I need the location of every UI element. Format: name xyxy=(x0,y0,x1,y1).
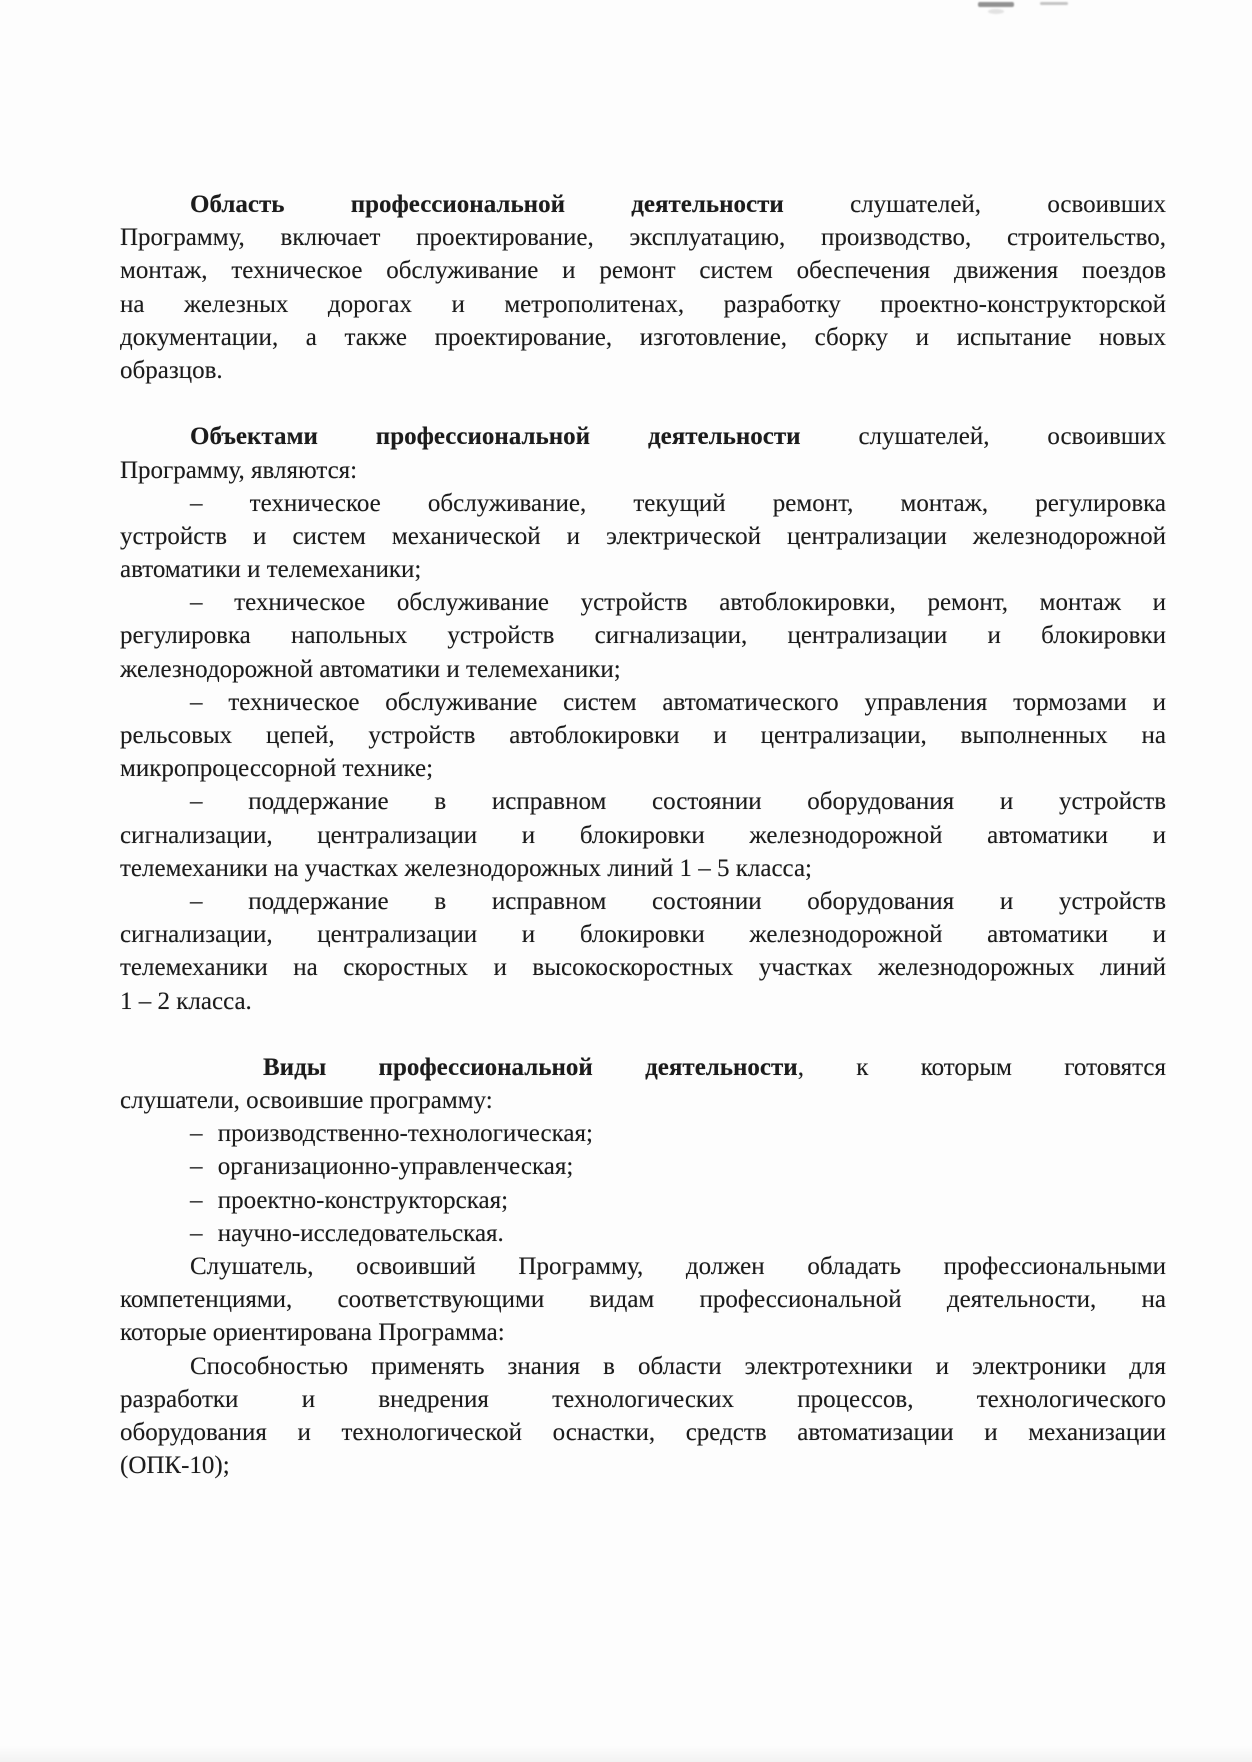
text-line xyxy=(120,1084,1166,1117)
bullet-2 xyxy=(120,586,1166,686)
text: – проектно-конструкторская; xyxy=(190,1186,509,1214)
text-line xyxy=(120,819,1166,852)
paragraph-vidy xyxy=(120,1051,1166,1117)
text: , к которым готовятся xyxy=(797,1053,1166,1081)
text-line xyxy=(120,487,1166,520)
bold-text: Виды профессиональной деятельности xyxy=(263,1053,798,1081)
text: – техническое обслуживание систем автоматического управления тормозами и xyxy=(190,688,1166,716)
text: которые ориентирована Программа: xyxy=(120,1319,505,1347)
text-line xyxy=(120,288,1166,321)
bullet-3 xyxy=(120,686,1166,786)
text-line xyxy=(120,1250,1166,1283)
text-line xyxy=(120,918,1166,951)
text-line xyxy=(120,1350,1166,1383)
text: оборудования и технологической оснастки, средств автоматизации и механизации xyxy=(120,1418,1166,1446)
text-line xyxy=(120,1449,1166,1482)
paragraph-sposobnost xyxy=(120,1350,1166,1483)
text-line xyxy=(120,686,1166,719)
text-line xyxy=(120,354,1166,387)
text-line xyxy=(120,951,1166,984)
text: (ОПК-10); xyxy=(120,1452,230,1480)
text-line xyxy=(120,520,1166,553)
text-line xyxy=(120,221,1166,254)
text: регулировка напольных устройств сигнализации, централизации и блокировки xyxy=(120,622,1166,650)
text: разработки и внедрения технологических процессов, технологического xyxy=(120,1385,1166,1413)
document-text xyxy=(120,188,1166,1482)
text-line xyxy=(120,885,1166,918)
text: Способностью применять знания в области электротехники и электроники для xyxy=(190,1352,1166,1380)
text-line xyxy=(120,852,1166,885)
text-line xyxy=(120,586,1166,619)
text-line xyxy=(120,985,1166,1018)
text: образцов. xyxy=(120,356,223,384)
bold-text: Объектами профессиональной деятельности xyxy=(190,423,801,451)
text: на железных дорогах и метрополитенах, разработку проектно-конструкторской xyxy=(120,290,1166,318)
text-line xyxy=(120,752,1166,785)
text-line xyxy=(120,1051,1166,1084)
text-line xyxy=(120,420,1166,453)
text: Программу, включает проектирование, эксплуатацию, производство, строительство, xyxy=(120,224,1166,252)
text: – поддержание в исправном состоянии оборудования и устройств xyxy=(190,788,1166,816)
text-line xyxy=(120,785,1166,818)
text-line xyxy=(120,619,1166,652)
text: – научно-исследовательская. xyxy=(190,1219,504,1247)
bold-text: Область профессиональной деятельности xyxy=(190,191,784,218)
text: Программу, являются: xyxy=(120,456,358,484)
text: автоматики и телемеханики; xyxy=(120,556,422,584)
text: Слушатель, освоивший Программу, должен обладать профессиональными xyxy=(190,1253,1166,1280)
text: слушателей, освоивших xyxy=(783,191,1166,218)
text-line xyxy=(120,1416,1166,1449)
bullet-1 xyxy=(120,487,1166,587)
text-line xyxy=(120,188,1166,221)
text: 1 – 2 класса. xyxy=(120,987,252,1015)
text: слушателей, освоивших xyxy=(800,423,1166,451)
text: – поддержание в исправном состоянии оборудования и устройств xyxy=(190,887,1166,915)
paragraph-oblast xyxy=(120,188,1166,387)
text: телемеханики на участках железнодорожных линий 1 – 5 класса; xyxy=(120,854,813,882)
text: рельсовых цепей, устройств автоблокировки и централизации, выполненных на xyxy=(120,722,1166,749)
text: телемеханики на скоростных и высокоскоростных участках железнодорожных линий xyxy=(120,954,1166,982)
text-line xyxy=(120,1316,1166,1349)
bullet-5 xyxy=(120,885,1166,1018)
scan-artifact xyxy=(988,9,1004,14)
text-line xyxy=(120,1283,1166,1316)
text: сигнализации, централизации и блокировки железнодорожной автоматики и xyxy=(120,921,1166,949)
text-line xyxy=(120,321,1166,354)
list-vidy xyxy=(120,1117,1166,1250)
text: – производственно-технологическая; xyxy=(190,1120,593,1148)
text-line xyxy=(120,1217,1166,1250)
paragraph-obekty xyxy=(120,420,1166,486)
text: железнодорожной автоматики и телемеханики; xyxy=(120,655,621,683)
text: устройств и систем механической и электрической централизации железнодорожной xyxy=(120,522,1166,550)
text: слушатели, освоившие программу: xyxy=(120,1087,493,1115)
text-line xyxy=(120,1117,1166,1150)
scan-artifact xyxy=(1040,2,1068,5)
text-line xyxy=(120,254,1166,287)
text: монтаж, техническое обслуживание и ремонт систем обеспечения движения поездов xyxy=(120,257,1166,285)
text: – техническое обслуживание, текущий ремонт, монтаж, регулировка xyxy=(190,489,1166,517)
text-line xyxy=(120,1383,1166,1416)
text-line xyxy=(120,1184,1166,1217)
text-line xyxy=(120,719,1166,752)
paragraph-slushatel xyxy=(120,1250,1166,1350)
text-line xyxy=(120,1150,1166,1183)
text-line xyxy=(120,653,1166,686)
text: компетенциями, соответствующими видам профессиональной деятельности, на xyxy=(120,1286,1166,1314)
text: документации, а также проектирование, изготовление, сборку и испытание новых xyxy=(120,323,1166,351)
bullet-4 xyxy=(120,785,1166,885)
text-line xyxy=(120,454,1166,487)
text: – организационно-управленческая; xyxy=(190,1153,574,1181)
text-line xyxy=(120,553,1166,586)
text: микропроцессорной технике; xyxy=(120,755,434,783)
scan-artifact xyxy=(978,2,1014,7)
text: – техническое обслуживание устройств автоблокировки, ремонт, монтаж и xyxy=(190,589,1166,617)
text: сигнализации, централизации и блокировки железнодорожной автоматики и xyxy=(120,821,1166,849)
scan-edge-shadow xyxy=(0,1746,1252,1762)
